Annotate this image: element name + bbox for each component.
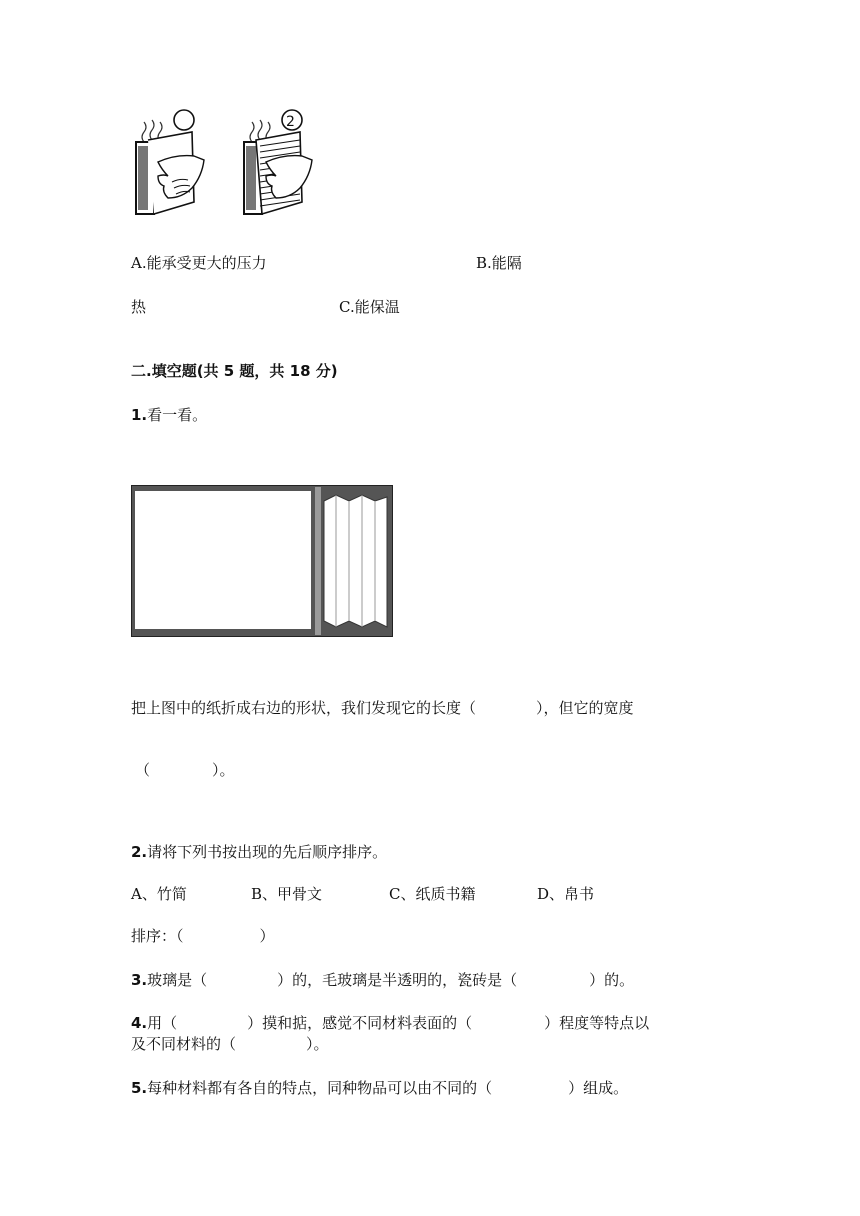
question-1-text-after-blank: ），但它的宽度 [536,699,634,717]
question-text-part: ）的。 [589,971,635,989]
section-heading: 二.填空题(共 5 题，共 18 分) [131,362,338,380]
question-text-part: ）摸和掂，感觉不同材料表面的（ [247,1014,473,1032]
question-text: 请将下列书按出现的先后顺序排序。 [147,843,388,861]
question-text: 看一看。 [147,406,208,424]
folded-paper-figure [131,485,393,637]
question-2-order [131,926,275,946]
question-1-line-2 [135,760,235,780]
question-number: 5. [131,1079,148,1097]
question-4-line-2 [131,1034,329,1054]
svg-text:2: 2 [286,114,295,130]
question-number: 1. [131,406,148,424]
choice-a: A、竹简 [131,885,187,903]
hand-book-illustration-2 [240,106,320,218]
question-2-prompt [131,842,387,862]
question-text-part: ）程度等特点以 [544,1014,650,1032]
question-text-part: 用（ [147,1014,178,1032]
question-5 [131,1078,628,1098]
question-text-part: 及不同材料的（ [131,1035,237,1053]
question-1-text-before-blank: 把上图中的纸折成右边的形状，我们发现它的长度（ [131,699,477,717]
option-b: B.能隔 [476,254,522,272]
question-number: 2. [131,843,148,861]
question-number: 4. [131,1014,148,1032]
close-paren: ） [259,927,275,945]
question-number: 3. [131,971,148,989]
question-text-part: 每种材料都有各自的特点，同种物品可以由不同的（ [147,1079,493,1097]
hand-book-illustration-1 [132,106,212,218]
question-text-part: 玻璃是（ [147,971,208,989]
close-paren: ）。 [212,761,235,779]
choice-b: B、甲骨文 [251,885,323,903]
open-paren: （ [135,761,151,779]
question-text-part: ）组成。 [568,1079,629,1097]
option-b-continued: 热 [131,298,147,316]
question-1-prompt [131,405,207,425]
option-a: A.能承受更大的压力 [131,254,267,272]
option-c: C.能保温 [339,298,400,316]
question-1-line-1 [131,698,634,718]
question-text-part: ）的，毛玻璃是半透明的，瓷砖是（ [277,971,518,989]
choice-d: D、帛书 [537,885,595,903]
question-3 [131,970,634,990]
choice-c: C、纸质书籍 [389,885,476,903]
question-text-part: ）。 [306,1035,329,1053]
order-label: 排序：（ [131,927,184,945]
question-4-line-1 [131,1013,649,1033]
